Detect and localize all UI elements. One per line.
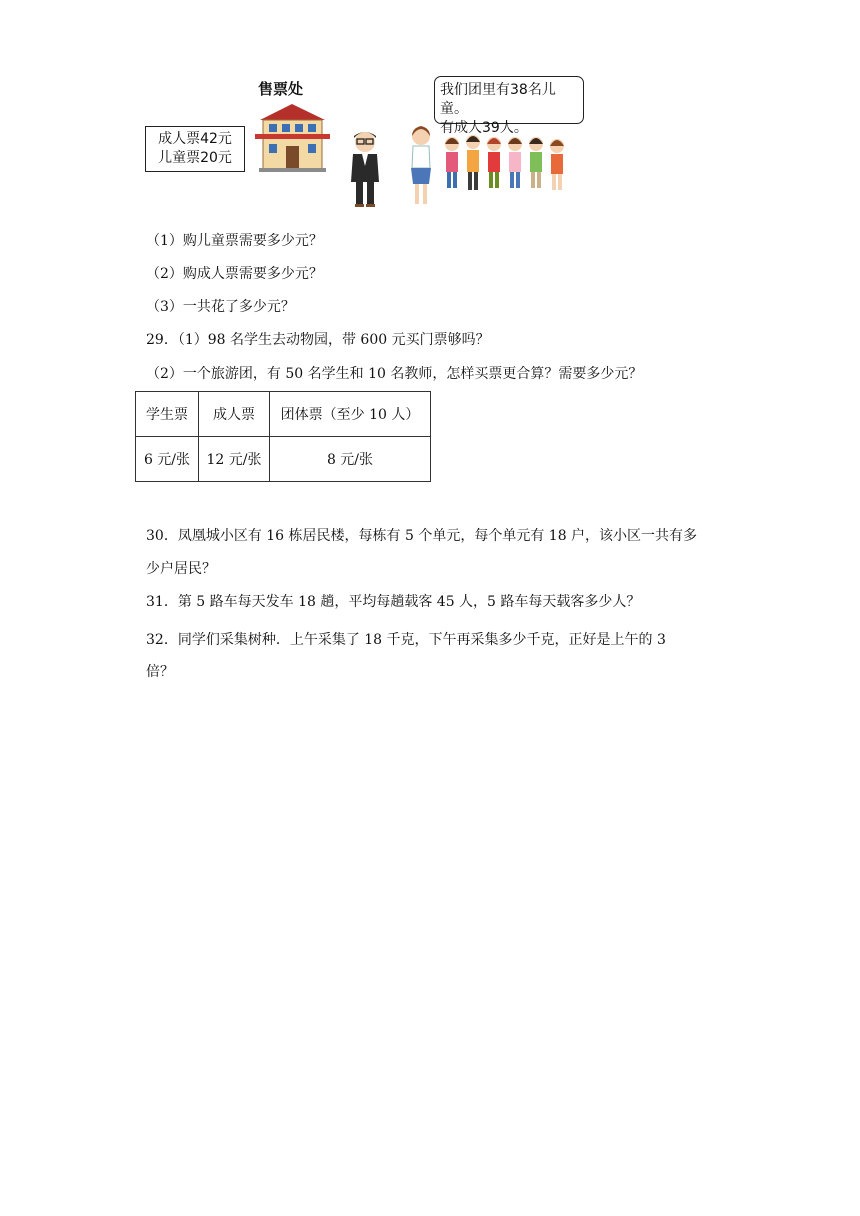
adult-price: 成人票42元 — [158, 131, 232, 147]
q31-line1: 31．第 5 路车每天发车 18 趟，平均每趟载客 45 人，5 路车每天载客多少人？ — [146, 594, 641, 610]
ticket-office-illustration — [140, 76, 590, 212]
ticket-office-building-icon — [255, 100, 330, 172]
table-header-cell: 成人票 — [199, 392, 270, 437]
q29-line1: 29．（1）98 名学生去动物园，带 600 元买门票够吗？ — [146, 332, 490, 348]
speech-bubble — [434, 76, 584, 136]
price-box — [145, 126, 245, 172]
table-row — [136, 437, 431, 482]
table-cell: 12 元/张 — [199, 437, 270, 482]
tour-guide-figure-icon — [406, 124, 436, 208]
ticket-price-table — [135, 391, 431, 482]
table-cell: 8 元/张 — [270, 437, 431, 482]
man-figure-icon — [345, 128, 385, 208]
q28-sub3: （3）一共花了多少元？ — [146, 299, 295, 315]
q28-sub2: （2）购成人票需要多少元？ — [146, 266, 323, 282]
table-cell: 6 元/张 — [136, 437, 199, 482]
table-header-cell: 学生票 — [136, 392, 199, 437]
q29-line2: （2）一个旅游团，有 50 名学生和 10 名教师，怎样买票更合算？需要多少元？ — [146, 366, 643, 382]
table-header-row — [136, 392, 431, 437]
ticket-office-label: 售票处 — [258, 80, 304, 98]
q32-line2: 倍？ — [146, 664, 174, 680]
speech-line-2: 有成人39人。 — [440, 120, 528, 136]
q28-sub1: （1）购儿童票需要多少元？ — [146, 233, 323, 249]
children-group-icon — [442, 132, 570, 210]
child-price: 儿童票20元 — [158, 150, 232, 166]
q30-line2: 少户居民？ — [146, 561, 216, 577]
table-header-cell: 团体票（至少 10 人） — [270, 392, 431, 437]
q32-line1: 32．同学们采集树种．上午采集了 18 千克，下午再采集多少千克，正好是上午的 3 — [146, 632, 666, 648]
speech-line-1: 我们团里有38名儿童。 — [440, 82, 556, 117]
q30-line1: 30．凤凰城小区有 16 栋居民楼，每栋有 5 个单元，每个单元有 18 户，该小区一共有多 — [146, 528, 698, 544]
